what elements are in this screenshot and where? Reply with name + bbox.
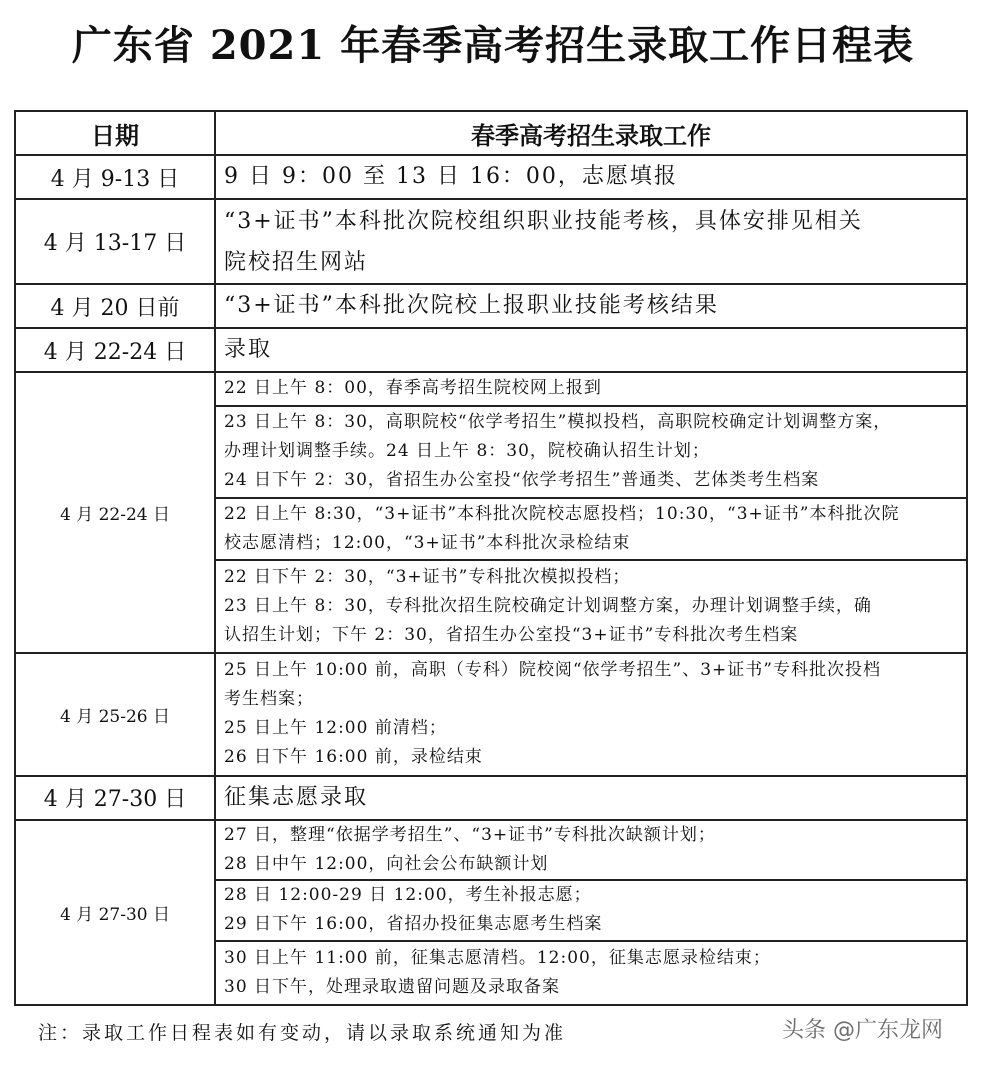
work-line: 28 日中午 12:00，向社会公布缺额计划	[224, 854, 549, 875]
work-line: 30 日上午 11:00 前，征集志愿清档。12:00，征集志愿录检结束；	[224, 947, 771, 968]
sub-cell	[215, 820, 967, 880]
work-line: 录取	[224, 337, 273, 363]
table-row	[15, 372, 967, 405]
row-date: 4 月 27-30 日	[15, 820, 215, 1005]
table-row	[15, 820, 967, 880]
work-line: 29 日下午 16:00，省招办投征集志愿考生档案	[224, 914, 603, 935]
table-row	[15, 155, 967, 199]
work-line: 9 日 9：00 至 13 日 16：00，志愿填报	[224, 164, 678, 190]
work-line: 30 日下午，处理录取遗留问题及录取备案	[224, 976, 561, 997]
row-work	[215, 155, 967, 199]
work-line: 22 日上午 8：00，春季高考招生院校网上报到	[224, 378, 602, 399]
page-title: 广东省 2021 年春季高考招生录取工作日程表	[71, 22, 915, 69]
row-work	[215, 199, 967, 283]
work-line: 23 日上午 8：30，高职院校“依学考招生”模拟投档，高职院校确定计划调整方案，	[224, 412, 892, 433]
sub-cell	[215, 880, 967, 940]
row-date: 4 月 22-24 日	[15, 328, 215, 372]
row-work	[215, 284, 967, 328]
work-line: 25 日上午 10:00 前，高职（专科）院校阅“依学考招生”、3+证书”专科批次投档	[224, 660, 881, 681]
table-header-row	[15, 111, 967, 155]
row-date: 4 月 13-17 日	[15, 199, 215, 283]
work-line: 26 日下午 16:00 前，录检结束	[224, 747, 483, 768]
row-work	[215, 328, 967, 372]
table-row	[15, 284, 967, 328]
row-date: 4 月 25-26 日	[15, 653, 215, 776]
sub-cell	[215, 560, 967, 653]
sub-cell	[215, 372, 967, 405]
row-date: 4 月 9-13 日	[15, 155, 215, 199]
table-row	[15, 776, 967, 820]
schedule-table	[14, 110, 968, 1006]
work-line: 征集志愿录取	[224, 784, 369, 810]
work-line: 22 日下午 2：30，“3+证书”专科批次模拟投档；	[224, 567, 631, 588]
header-work: 春季高考招生录取工作	[215, 111, 967, 155]
sub-cell	[215, 653, 967, 776]
footnote: 注：录取工作日程表如有变动，请以录取系统通知为准	[38, 1022, 567, 1044]
work-line: 认招生计划；下午 2：30，省招生办公室投“3+证书”专科批次考生档案	[224, 625, 799, 646]
row-date: 4 月 20 日前	[15, 284, 215, 328]
table-row	[15, 653, 967, 776]
work-line: 校志愿清档；12:00，“3+证书”本科批次录检结束	[224, 533, 631, 554]
row-date: 4 月 27-30 日	[15, 776, 215, 820]
work-line: 办理计划调整手续。24 日上午 8：30，院校确认招生计划；	[224, 441, 710, 462]
table-row	[15, 199, 967, 283]
work-line: 27 日，整理“依据学考招生”、“3+证书”专科批次缺额计划；	[224, 825, 716, 846]
table-row	[15, 328, 967, 372]
sub-cell	[215, 498, 967, 560]
watermark: 头条 @广东龙网	[782, 1018, 943, 1043]
row-date: 4 月 22-24 日	[15, 372, 215, 653]
work-line: 考生档案；	[224, 689, 314, 710]
sub-cell	[215, 941, 967, 1005]
work-line: “3+证书”本科批次院校上报职业技能考核结果	[224, 293, 719, 319]
work-line: 23 日上午 8：30，专科批次招生院校确定计划调整方案，办理计划调整手续，确	[224, 596, 872, 617]
work-line: 25 日上午 12:00 前清档；	[224, 718, 447, 739]
row-work	[215, 776, 967, 820]
work-line: 院校招生网站	[224, 249, 369, 275]
sub-cell	[215, 406, 967, 499]
work-line: 24 日下午 2：30，省招生办公室投“依学考招生”普通类、艺体类考生档案	[224, 470, 820, 491]
header-date: 日期	[15, 111, 215, 155]
work-line: 28 日 12:00-29 日 12:00，考生补报志愿；	[224, 885, 592, 906]
work-line: 22 日上午 8:30，“3+证书”本科批次院校志愿投档；10:30，“3+证书”本科批次院	[224, 504, 900, 525]
work-line: “3+证书”本科批次院校组织职业技能考核，具体安排见相关	[224, 208, 863, 234]
